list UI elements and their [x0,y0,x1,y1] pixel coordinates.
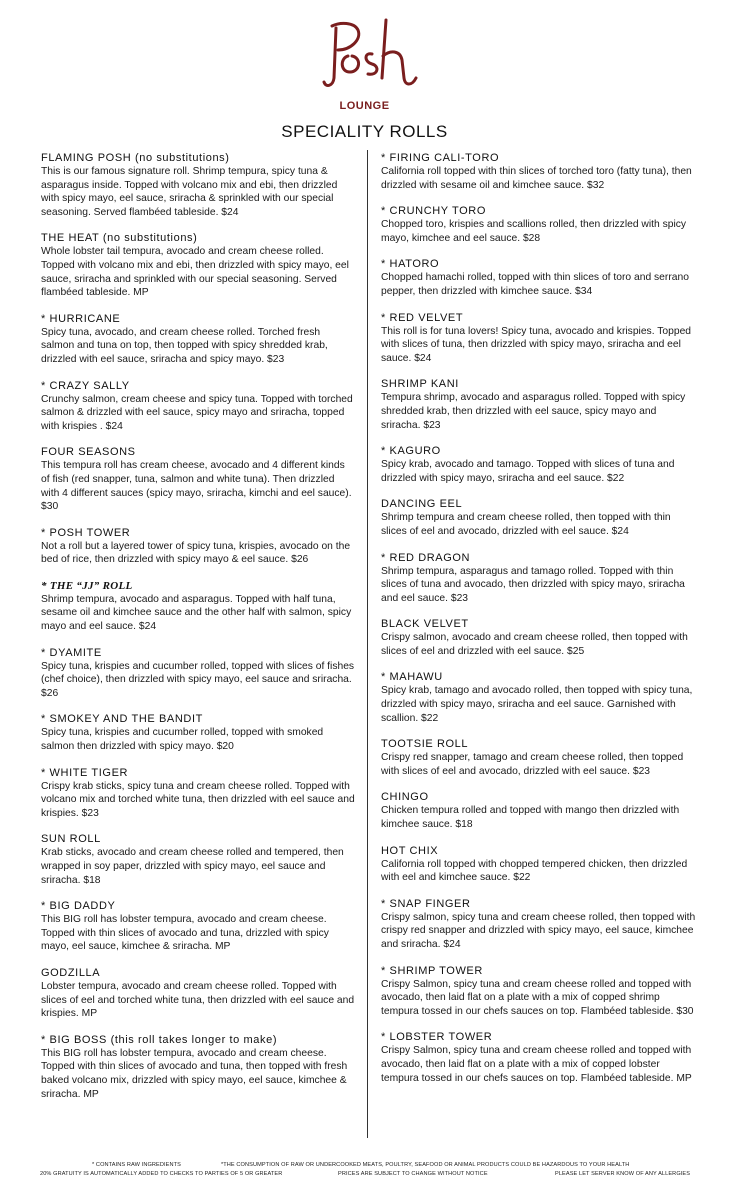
menu-item [41,527,355,567]
menu-item [381,445,697,485]
menu-item-description: Tempura shrimp, avocado and asparagus rolled. Topped with spicy shredded krab, then drizzled with eel sauce, spicy mayo and sriracha. $23 [381,392,686,431]
menu-item-name: * SNAP FINGER [381,897,471,910]
menu-item-name: * SHRIMP TOWER [381,964,483,977]
menu-item-description: Not a roll but a layered tower of spicy tuna, krispies, avocado on the bed of rice, then drizzled with spicy mayo & eel sauce. $26 [41,540,351,566]
menu-item-name: * SMOKEY AND THE BANDIT [41,713,203,726]
posh-lounge-logo [0,16,729,116]
menu-item-name: BLACK VELVET [381,618,469,631]
menu-item-name: * CRAZY SALLY [41,379,130,392]
posh-script-logo-icon [310,16,420,106]
menu-item-name: * RED VELVET [381,311,464,324]
menu-item [381,845,697,885]
menu-item-name: * WHITE TIGER [41,766,129,779]
menu-item [381,205,697,245]
health-warning-note: *THE CONSUMPTION OF RAW OR UNDERCOOKED MEATS, POULTRY, SEAFOOD OR ANIMAL PRODUCTS COULD BE HAZARDOUS TO YOUR HEALTH [221,1162,630,1168]
menu-item-name: CHINGO [381,791,429,804]
menu-item [381,1031,697,1085]
menu-item-name: SHRIMP KANI [381,378,459,391]
menu-item-name: * FIRING CALI-TORO [381,152,500,164]
menu-item-description: California roll topped with thin slices of torched toro (fatty tuna), then drizzled with sesame oil and kimchee sauce. $32 [381,166,692,191]
menu-item-description: Shrimp tempura and cream cheese rolled, then topped with thin slices of eel and avocado, drizzled with eel sauce. $24 [381,512,671,537]
menu-item [41,580,355,634]
menu-item-description: Crunchy salmon, cream cheese and spicy tuna. Topped with torched salmon & drizzled with eel sauce, spicy mayo and sriracha, topped with krispies . $24 [41,393,353,432]
menu-item [41,152,355,219]
menu-item [41,446,355,513]
menu-item-description: Shrimp tempura, avocado and asparagus. Topped with half tuna, sesame oil and kimchee sauce and the other half with salmon, spicy mayo and eel sauce. $24 [41,593,352,633]
menu-item [41,900,355,954]
menu-item-name: * BIG DADDY [41,900,116,913]
brand-subtitle: LOUNGE [339,100,390,112]
menu-item [381,738,697,778]
menu-item-name: * THE “JJ” ROLL [41,579,133,592]
menu-item-description: This is our famous signature roll. Shrimp tempura, spicy tuna & asparagus inside. Topped with volcano mix and ebi, then drizzled with spicy mayo, eel sauce, sriracha & sprinkled with our special seasoning. Served flambéed tableside. $24 [41,166,338,218]
menu-item-description: Crispy Salmon, spicy tuna and cream cheese rolled and topped with avocado, then laid flat on a plate with a mix of copped lobster tempura tossed in our chefs sauces on top. Flambéed tableside. MP [381,1045,692,1084]
menu-item-description: Crispy Salmon, spicy tuna and cream cheese rolled and topped with avocado, then laid flat on a plate with a mix of copped shrimp tempura tossed in our chefs sauces on top. Flambéed tableside. $30 [381,978,694,1017]
menu-item [41,1034,355,1101]
menu-item [41,647,355,701]
menu-item-description: Crispy red snapper, tamago and cream cheese rolled, then topped with slices of eel and avocado, drizzled with eel sauce. $23 [381,752,684,777]
menu-item-description: Lobster tempura, avocado and cream cheese rolled. Topped with slices of eel and torched white tuna, then drizzled with eel sauce and krispies. MP [41,980,355,1020]
price-change-note: PRICES ARE SUBJECT TO CHANGE WITHOUT NOTICE [338,1171,488,1177]
menu-item [41,713,355,753]
menu-item [41,313,355,367]
left-menu-column [41,152,355,1101]
menu-item [381,258,697,298]
column-divider [367,150,368,1138]
menu-item-name: * POSH TOWER [41,526,131,539]
menu-item [381,498,697,538]
menu-item-name: * LOBSTER TOWER [381,1031,493,1044]
menu-item [381,898,697,952]
menu-item-description: Chopped hamachi rolled, topped with thin slices of toro and serrano pepper, then drizzled with kimchee sauce. $34 [381,272,689,297]
menu-item [41,967,355,1021]
menu-item-description: Whole lobster tail tempura, avocado and cream cheese rolled. Topped with volcano mix and ebi, then drizzled with spicy mayo, eel sauce, sriracha and sprinkled with our special seasoning. Served flambéed tableside. MP [41,246,349,299]
menu-item-description: Krab sticks, avocado and cream cheese rolled and tempered, then wrapped in soy paper, drizzled with spicy mayo, eel sauce and sriracha. $18 [41,847,344,886]
menu-item-name: * MAHAWU [381,671,443,684]
menu-item [41,232,355,299]
menu-item-name: TOOTSIE ROLL [381,738,469,751]
menu-item-name: * HURRICANE [41,312,121,325]
menu-item-name: SUN ROLL [41,833,101,846]
menu-item-name: * CRUNCHY TORO [381,205,486,218]
raw-ingredients-note: * CONTAINS RAW INGREDIENTS [92,1162,181,1168]
menu-item-name: THE HEAT (no substitutions) [41,232,198,245]
menu-item [381,312,697,366]
menu-item [41,380,355,434]
menu-footer [0,1162,729,1180]
menu-item-description: Chicken tempura rolled and topped with mango then drizzled with kimchee sauce. $18 [381,805,680,831]
menu-item-name: * KAGURO [381,445,441,458]
menu-item-description: Crispy krab sticks, spicy tuna and cream cheese rolled. Topped with volcano mix and torched white tuna, then drizzled with eel sauce and krispies. $23 [41,780,355,819]
menu-item-name: DANCING EEL [381,498,463,511]
menu-item [381,152,697,192]
gratuity-note: 20% GRATUITY IS AUTOMATICALLY ADDED TO CHECKS TO PARTIES OF 5 OR GREATER [40,1171,283,1177]
page-title: SPECIALITY ROLLS [281,122,448,141]
menu-item-name: * BIG BOSS (this roll takes longer to make) [41,1033,278,1046]
menu-item-description: Spicy tuna, krispies and cucumber rolled, topped with smoked salmon then drizzled with spicy mayo. $20 [41,727,324,753]
menu-item-description: California roll topped with chopped tempered chicken, then drizzled with eel and kimchee sauce. $22 [381,858,688,884]
menu-item-description: Chopped toro, krispies and scallions rolled, then drizzled with spicy mayo, kimchee and eel sauce. $28 [381,219,687,244]
menu-item [381,965,697,1019]
menu-item-description: This roll is for tuna lovers! Spicy tuna, avocado and krispies. Topped with slices of tuna, then drizzled with spicy mayo, sriracha and eel sauce. $24 [381,325,692,364]
menu-item-description: Shrimp tempura, asparagus and tamago rolled. Topped with thin slices of tuna and avocado, then drizzled with spicy mayo, sriracha and eel sauce. $23 [381,565,685,604]
menu-item-description: Spicy tuna, avocado, and cream cheese rolled. Torched fresh salmon and tuna on top, then topped with spicy shredded krab, drizzled with eel sauce, sriracha and spicy mayo. $23 [41,326,328,365]
menu-item-description: Spicy krab, tamago and avocado rolled, then topped with spicy tuna, drizzled with spicy mayo, sriracha and eel sauce. Garnished with scallion. $22 [381,685,693,724]
menu-item-name: FLAMING POSH (no substitutions) [41,152,230,164]
menu-item-name: GODZILLA [41,966,101,979]
allergy-note: PLEASE LET SERVER KNOW OF ANY ALLERGIES [555,1171,691,1177]
menu-item [381,618,697,658]
menu-item-name: * RED DRAGON [381,551,471,564]
menu-item-description: Crispy salmon, avocado and cream cheese rolled, then topped with slices of eel and drizzled with eel sauce. $25 [381,632,688,657]
menu-item-description: This tempura roll has cream cheese, avocado and 4 different kinds of fish (red snapper, tuna, salmon and white tuna). Then drizzled with 4 different sauces (spicy mayo, sriracha, kimchi and eel sauce). $30 [41,460,352,513]
right-menu-column [381,152,697,1085]
menu-item-description: Spicy krab, avocado and tamago. Topped with slices of tuna and drizzled with spicy mayo, sriracha and eel sauce. $22 [381,459,675,484]
menu-item [41,833,355,887]
menu-item-description: This BIG roll has lobster tempura, avocado and cream cheese. Topped with thin slices of avocado and tuna, then topped with fresh baked volcano mix, drizzled with spicy mayo, eel sauce, kimchee & sriracha. MP [41,1047,348,1100]
menu-item [381,671,697,725]
menu-item [381,378,697,432]
menu-item-description: This BIG roll has lobster tempura, avocado and cream cheese. Topped with thin slices of avocado and tuna, drizzled with spicy mayo, eel sauce, kimchee & sriracha. MP [41,914,329,953]
menu-item [381,552,697,606]
menu-item-name: HOT CHIX [381,844,439,857]
menu-item [41,767,355,821]
menu-item-description: Spicy tuna, krispies and cucumber rolled, topped with slices of fishes (chef choice), then drizzled with spicy mayo, eel sauce and sriracha. $26 [41,660,355,699]
menu-item-name: FOUR SEASONS [41,446,136,459]
menu-item-description: Crispy salmon, spicy tuna and cream cheese rolled, then topped with crispy red snapper and drizzled with spicy mayo, eel sauce, kimchee and sriracha. $24 [381,911,696,950]
menu-item-name: * DYAMITE [41,646,102,659]
menu-item [381,791,697,831]
menu-item-name: * HATORO [381,258,440,271]
